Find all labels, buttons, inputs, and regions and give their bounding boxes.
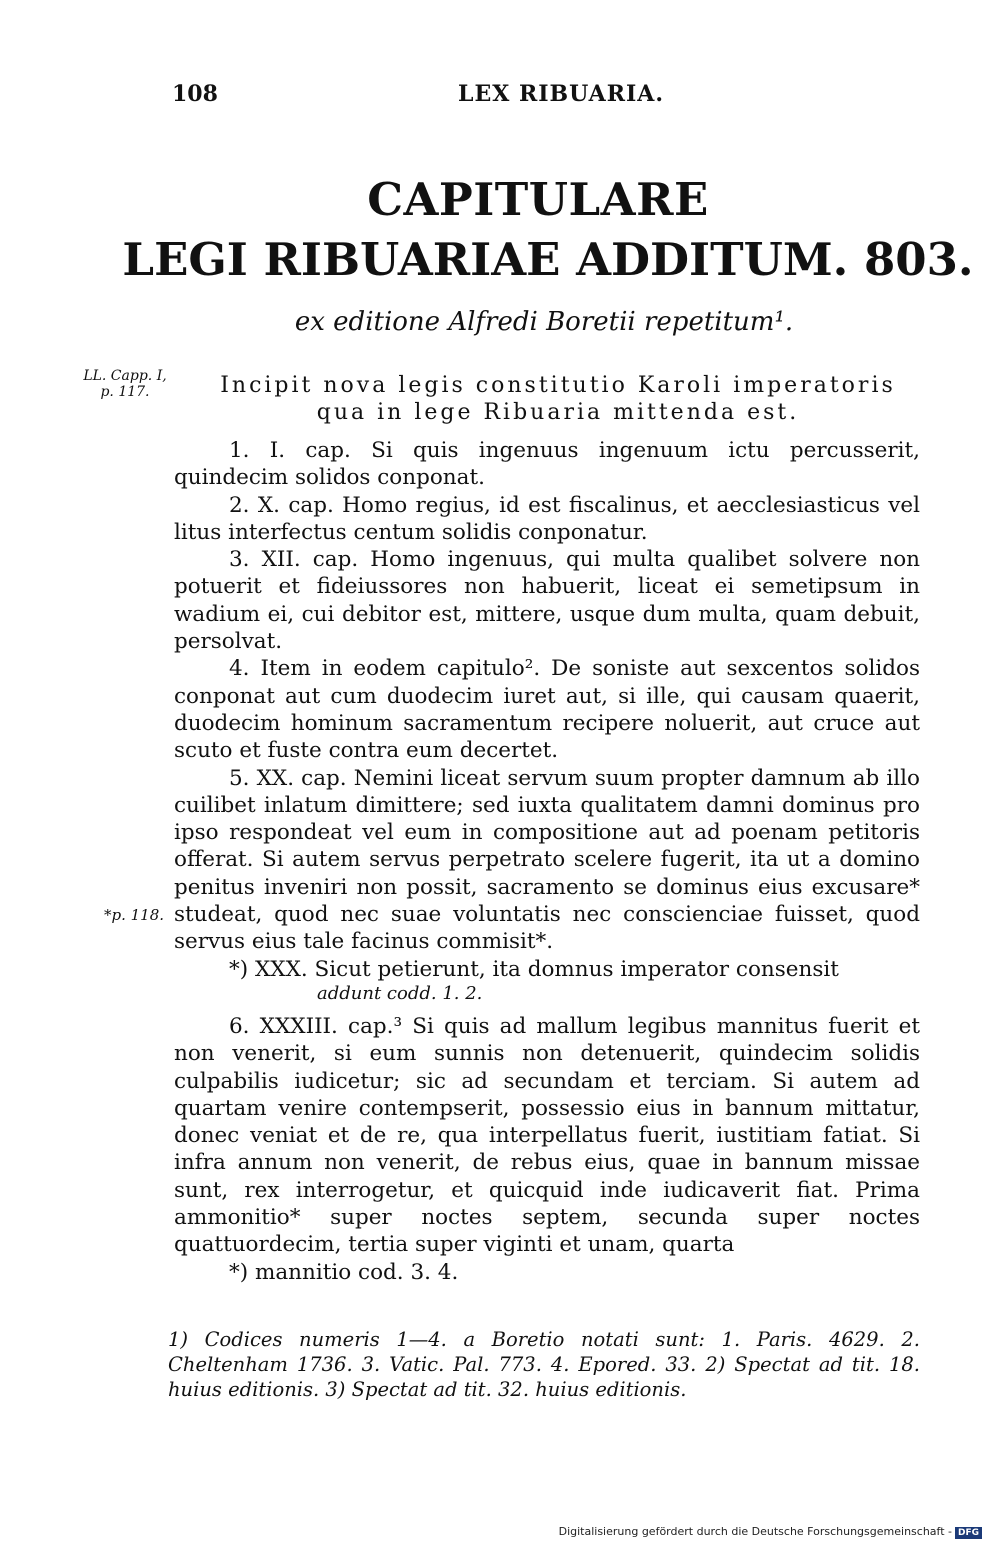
paragraph-6: 6. XXXIII. cap.³ Si quis ad mallum legibus mannitus fuerit et non venerit, si eum sunnis non detenuerit, quindecim solidis culpabilis iudicetur; sic ad secundam et terciam. Si autem ad quartam venire contempserit, possessio eius in bannum mittatur, donec veniat et de re, qua interpellatus fuerit, iustitiam fatiat. Si infra annum non venerit, de rebus eius, quae in bannum missae sunt, rex interrogetur, et quicquid inde iudicaverit fiat. Prima ammonitio* super noctes septem, secunda super noctes quattuordecim, tertia super viginti et unam, quarta — [174, 1013, 920, 1258]
running-head: LEX RIBUARIA. — [458, 81, 665, 107]
variant-note-1: *) XXX. Sicut petierunt, ita domnus imperator consensit — [229, 956, 839, 982]
paragraph-1: 1. I. cap. Si quis ingenuus ingenuum ictu percusserit, quindecim solidos conponat. — [174, 438, 920, 491]
margin-page-reference: *p. 118. — [104, 906, 165, 924]
margin-reference-line-2: p. 117. — [100, 384, 150, 400]
intro-line-2: qua in lege Ribuaria mittenda est. — [316, 400, 800, 425]
document-subtitle: ex editione Alfredi Boretii repetitum¹. — [294, 307, 794, 337]
footnotes: 1) Codices numeris 1—4. a Boretio notati sunt: 1. Paris. 4629. 2. Cheltenham 1736. 3. Vatic. Pal. 773. 4. Epored. 33. 2) Spectat ad tit. 18. huius editionis. 3) Spectat ad tit. 32. huius editionis. — [168, 1328, 920, 1401]
page-number: 108 — [172, 81, 218, 107]
margin-reference-line-1: LL. Capp. I, — [83, 368, 167, 384]
dfg-logo: DFG — [955, 1527, 982, 1539]
intro-line-1: Incipit nova legis constitutio Karoli imperatoris — [220, 373, 896, 398]
variant-note-2: *) mannitio cod. 3. 4. — [229, 1259, 459, 1285]
paragraph-5: 5. XX. cap. Nemini liceat servum suum propter damnum ab illo cuilibet inlatum dimittere; sed iuxta qualitatem damni dominus pro ipso respondeat vel eum in compositione aut ad poenam petitoris offerat. Si autem servus perpetrato scelere fugerit, ita ut a domino penitus inveniri non possit, sacramento se dominus eius excusare* studeat, quod nec suae voluntatis nec conscienciae fuisset, quod servus eius tale facinus commisit*. — [174, 765, 920, 955]
document-title-line-2: LEGI RIBUARIAE ADDITUM. 803. — [122, 233, 974, 286]
digitization-footer — [559, 1525, 982, 1539]
document-title-line-1: CAPITULARE — [367, 173, 709, 226]
margin-reference — [70, 368, 180, 400]
intro-heading — [188, 372, 928, 426]
paragraph-4: 4. Item in eodem capitulo². De soniste aut sexcentos solidos conponat aut cum duodecim iuret aut, si ille, qui causam quaerit, duodecim hominum sacramentum recipere noluerit, aut cruce aut scuto et fuste contra eum decertet. — [174, 656, 920, 764]
paragraph-2: 2. X. cap. Homo regius, id est fiscalinus, et aecclesiasticus vel litus interfectus centum solidis conponatur. — [174, 492, 920, 545]
body-text — [174, 437, 920, 1286]
paragraph-3: 3. XII. cap. Homo ingenuus, qui multa qualibet solvere non potuerit et fideiussores non habuerit, liceat ei semetipsum in wadium ei, cui debitor est, mittere, usque dum multa, quam debuit, persolvat. — [174, 547, 920, 655]
variant-note-1-source: addunt codd. 1. 2. — [317, 982, 483, 1004]
footer-text: Digitalisierung gefördert durch die Deutsche Forschungsgemeinschaft - — [558, 1525, 952, 1538]
